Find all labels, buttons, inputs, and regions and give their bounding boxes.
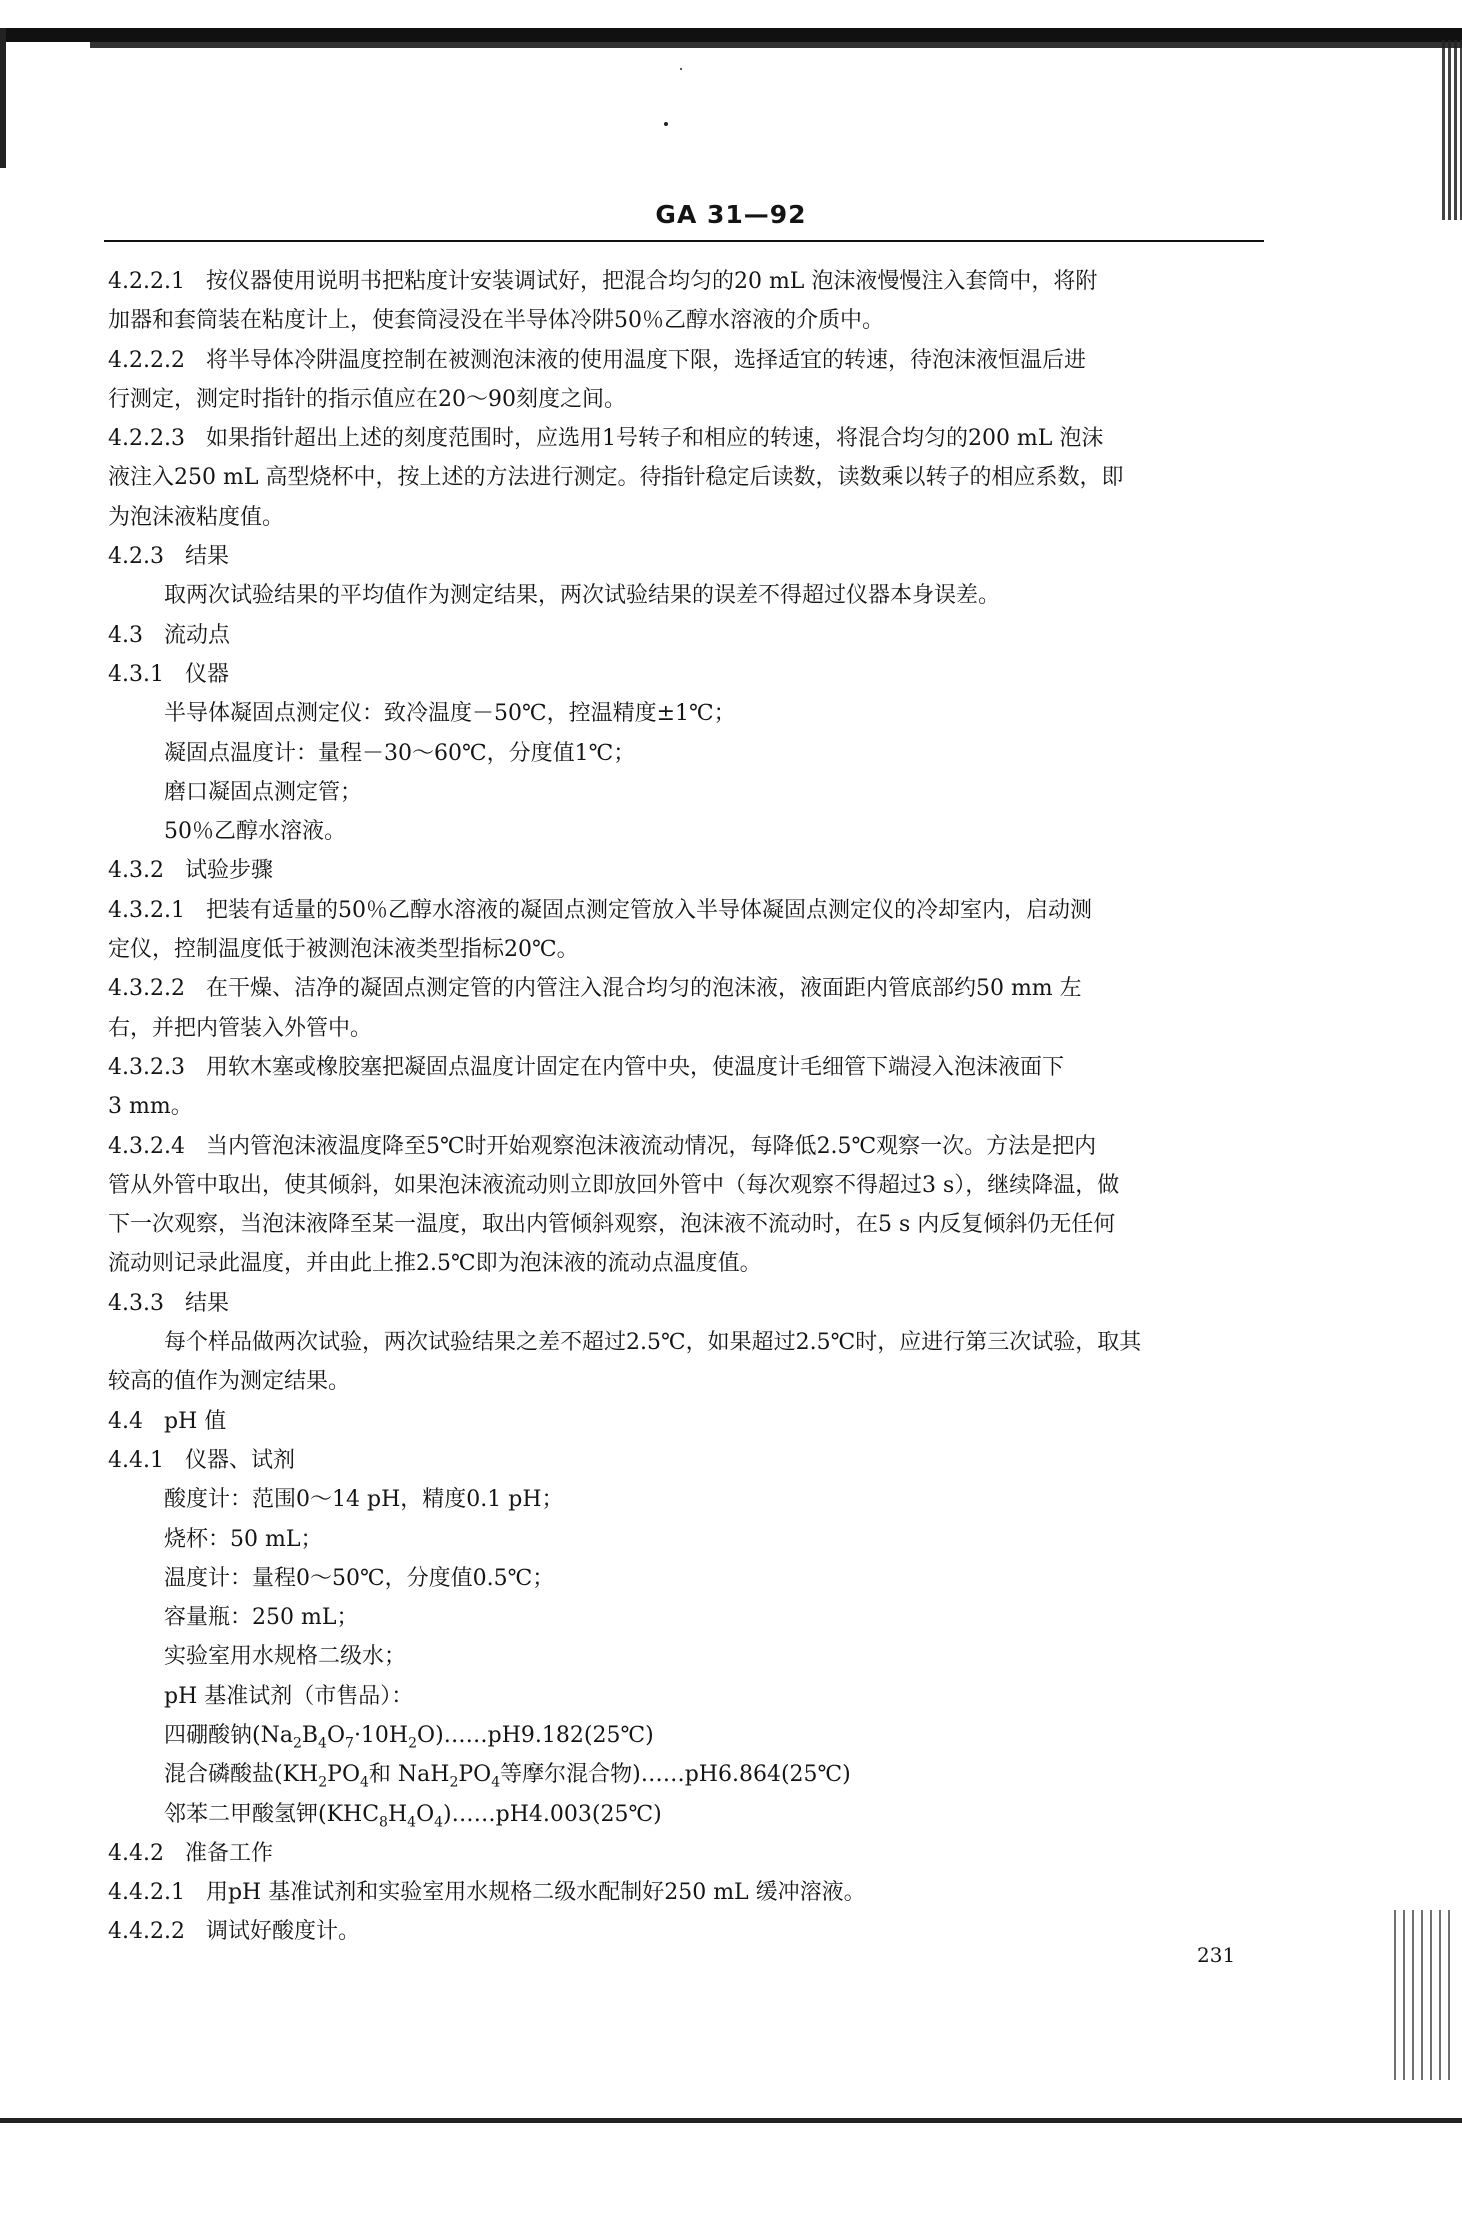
formula-part: O)……pH9.182(25℃): [417, 1722, 654, 1748]
clause-4-4-2-2: [108, 1912, 1268, 1951]
section-number: 4.4: [108, 1408, 143, 1434]
reagent-potassium-hydrogen-phthalate: [108, 1795, 1268, 1834]
formula-part: 混合磷酸盐(KH: [164, 1762, 319, 1788]
list-item: 半导体凝固点测定仪：致冷温度－50℃，控温精度±1℃；: [164, 701, 736, 727]
clause-number: 4.4.2: [108, 1840, 164, 1866]
clause-number: 4.3.2.3: [108, 1054, 185, 1080]
clause-text-line: 流动则记录此温度，并由此上推2.5℃即为泡沫液的流动点温度值。: [108, 1251, 762, 1277]
reagent-sodium-tetraborate: [108, 1716, 1268, 1755]
formula-part: PO: [458, 1762, 492, 1788]
clause-text-line: 定仪，控制温度低于被测泡沫液类型指标20℃。: [108, 937, 579, 963]
clause-4-3-3-heading: [108, 1284, 1268, 1323]
formula-part: 和 NaH: [368, 1762, 450, 1788]
list-item: 磨口凝固点测定管；: [164, 779, 363, 805]
clause-text: 将半导体冷阱温度控制在被测泡沫液的使用温度下限，选择适宜的转速，待泡沫液恒温后进: [205, 347, 1086, 373]
clause-4-2-2-2: [108, 341, 1268, 380]
clause-number: 4.2.2.3: [108, 426, 185, 452]
list-item: pH 基准试剂（市售品）：: [164, 1683, 414, 1709]
clause-4-4-2-heading: [108, 1834, 1268, 1873]
clause-4-3-2-2: [108, 969, 1268, 1008]
clause-number: 4.2.2.1: [108, 269, 185, 294]
clause-title: 结果: [184, 1290, 229, 1316]
list-item: 实验室用水规格二级水；: [164, 1644, 407, 1670]
clause-text: 用pH 基准试剂和实验室用水规格二级水配制好250 mL 缓冲溶液。: [205, 1880, 866, 1906]
clause-text: 当内管泡沫液温度降至5℃时开始观察泡沫液流动情况，每降低2.5℃观察一次。方法是把内: [205, 1133, 1097, 1159]
section-4-4-heading: [108, 1402, 1268, 1441]
clause-number: 4.3.3: [108, 1290, 164, 1316]
clause-number: 4.3.1: [108, 661, 164, 687]
clause-number: 4.3.2.1: [108, 897, 185, 923]
clause-number: 4.3.2.2: [108, 976, 185, 1002]
clause-text-line: 每个样品做两次试验，两次试验结果之差不超过2.5℃，如果超过2.5℃时，应进行第三次试验，取其: [164, 1330, 1142, 1356]
clause-text-line: 右，并把内管装入外管中。: [108, 1015, 373, 1041]
formula-subscript: 4: [407, 1813, 417, 1830]
formula-subscript: 2: [318, 1774, 328, 1791]
clause-text: 按仪器使用说明书把粘度计安装调试好，把混合均匀的20 mL 泡沫液慢慢注入套筒中，将附: [205, 269, 1098, 294]
clause-text: 调试好酸度计。: [205, 1919, 360, 1945]
page-number: 231: [1197, 1943, 1236, 1967]
document-body: [108, 262, 1268, 1952]
formula-part: PO: [327, 1762, 360, 1788]
header-rule: [104, 240, 1264, 242]
clause-text: 把装有适量的50％乙醇水溶液的凝固点测定管放入半导体凝固点测定仪的冷却室内，启动测: [205, 897, 1092, 923]
formula-part: O: [326, 1722, 346, 1748]
clause-4-2-2-3: [108, 419, 1268, 458]
scan-speck: [664, 122, 668, 126]
formula-subscript: 8: [379, 1813, 388, 1830]
formula-part: B: [301, 1722, 319, 1748]
section-title: pH 值: [163, 1408, 227, 1434]
reagent-mixed-phosphate: [108, 1755, 1268, 1794]
clause-text-line: 加器和套筒装在粘度计上，使套筒浸没在半导体冷阱50％乙醇水溶液的介质中。: [108, 308, 884, 334]
clause-title: 准备工作: [184, 1840, 273, 1866]
clause-4-3-2-1: [108, 891, 1268, 930]
formula-subscript: 4: [359, 1774, 369, 1791]
clause-text-line: 液注入250 mL 高型烧杯中，按上述的方法进行测定。待指针稳定后读数，读数乘以转子的相应系数，即: [108, 465, 1124, 491]
formula-subscript: 7: [345, 1735, 354, 1752]
clause-4-4-1-heading: [108, 1441, 1268, 1480]
clause-number: 4.2.2.2: [108, 347, 185, 373]
formula-subscript: 2: [449, 1774, 459, 1791]
formula-part: )……pH4.003(25℃): [443, 1801, 662, 1827]
clause-number: 4.3.2.4: [108, 1133, 185, 1159]
section-number: 4.3: [108, 622, 143, 648]
clause-title: 仪器: [184, 661, 229, 687]
section-4-3-heading: [108, 616, 1268, 655]
scan-border-top-inner: [90, 42, 1462, 48]
formula-part: 四硼酸钠(Na: [164, 1722, 293, 1748]
clause-number: 4.4.1: [108, 1447, 164, 1473]
clause-number: 4.4.2.1: [108, 1880, 185, 1906]
clause-4-2-3-heading: [108, 537, 1268, 576]
clause-4-3-2-4: [108, 1127, 1268, 1166]
section-title: 流动点: [163, 622, 230, 648]
clause-4-4-2-1: [108, 1873, 1268, 1912]
clause-text-line: 较高的值作为测定结果。: [108, 1369, 351, 1395]
scan-border-left: [0, 28, 6, 168]
list-item: 温度计：量程0～50℃，分度值0.5℃；: [164, 1565, 555, 1591]
scan-binding-marks: [1442, 40, 1462, 220]
clause-text: 用软木塞或橡胶塞把凝固点温度计固定在内管中央，使温度计毛细管下端浸入泡沫液面下: [205, 1054, 1064, 1080]
scan-border-bottom: [0, 2118, 1462, 2123]
formula-part: ·10H: [353, 1722, 409, 1748]
clause-text-line: 为泡沫液粘度值。: [108, 504, 285, 530]
clause-text: 在干燥、洁净的凝固点测定管的内管注入混合均匀的泡沫液，液面距内管底部约50 mm 左: [205, 976, 1082, 1002]
scan-speck: [680, 68, 682, 70]
formula-subscript: 2: [408, 1735, 418, 1752]
list-item: 烧杯：50 mL；: [164, 1526, 323, 1552]
clause-text-line: 3 mm。: [108, 1094, 193, 1120]
clause-text-line: 行测定，测定时指针的指示值应在20～90刻度之间。: [108, 386, 626, 412]
clause-number: 4.3.2: [108, 858, 164, 884]
clause-4-3-1-heading: [108, 655, 1268, 694]
clause-title: 试验步骤: [184, 858, 273, 884]
list-item: 容量瓶：250 mL；: [164, 1605, 359, 1631]
clause-text: 如果指针超出上述的刻度范围时，应选用1号转子和相应的转速，将混合均匀的200 mL 泡沫: [205, 426, 1104, 452]
formula-subscript: 4: [491, 1774, 501, 1791]
clause-text-line: 管从外管中取出，使其倾斜，如果泡沫液流动则立即放回外管中（每次观察不得超过3 s），继续降温，做: [108, 1172, 1120, 1198]
formula-part: O: [416, 1801, 435, 1827]
clause-text-line: 取两次试验结果的平均值作为测定结果，两次试验结果的误差不得超过仪器本身误差。: [164, 583, 1001, 609]
list-item: 酸度计：范围0～14 pH，精度0.1 pH；: [164, 1487, 564, 1513]
standard-code-header: GA 31—92: [655, 200, 807, 229]
formula-subscript: 2: [292, 1735, 302, 1752]
clause-number: 4.2.3: [108, 544, 164, 570]
formula-part: H: [387, 1801, 408, 1827]
scan-binding-marks-bottom: [1394, 1910, 1454, 2080]
formula-subscript: 4: [434, 1813, 444, 1830]
clause-number: 4.4.2.2: [108, 1919, 185, 1945]
clause-4-3-2-heading: [108, 851, 1268, 890]
scan-border-top: [0, 28, 1462, 42]
clause-4-3-2-3: [108, 1048, 1268, 1087]
list-item: 凝固点温度计：量程－30～60℃，分度值1℃；: [164, 740, 636, 766]
clause-text-line: 下一次观察，当泡沫液降至某一温度，取出内管倾斜观察，泡沫液不流动时，在5 s 内反复倾斜仍无任何: [108, 1212, 1116, 1238]
clause-4-2-2-1: [108, 262, 1268, 301]
formula-part: 等摩尔混合物)……pH6.864(25℃): [500, 1762, 851, 1788]
clause-title: 仪器、试剂: [184, 1447, 295, 1473]
list-item: 50％乙醇水溶液。: [164, 819, 346, 845]
formula-subscript: 4: [318, 1735, 327, 1752]
clause-title: 结果: [184, 544, 229, 570]
formula-part: 邻苯二甲酸氢钾(KHC: [164, 1801, 380, 1827]
